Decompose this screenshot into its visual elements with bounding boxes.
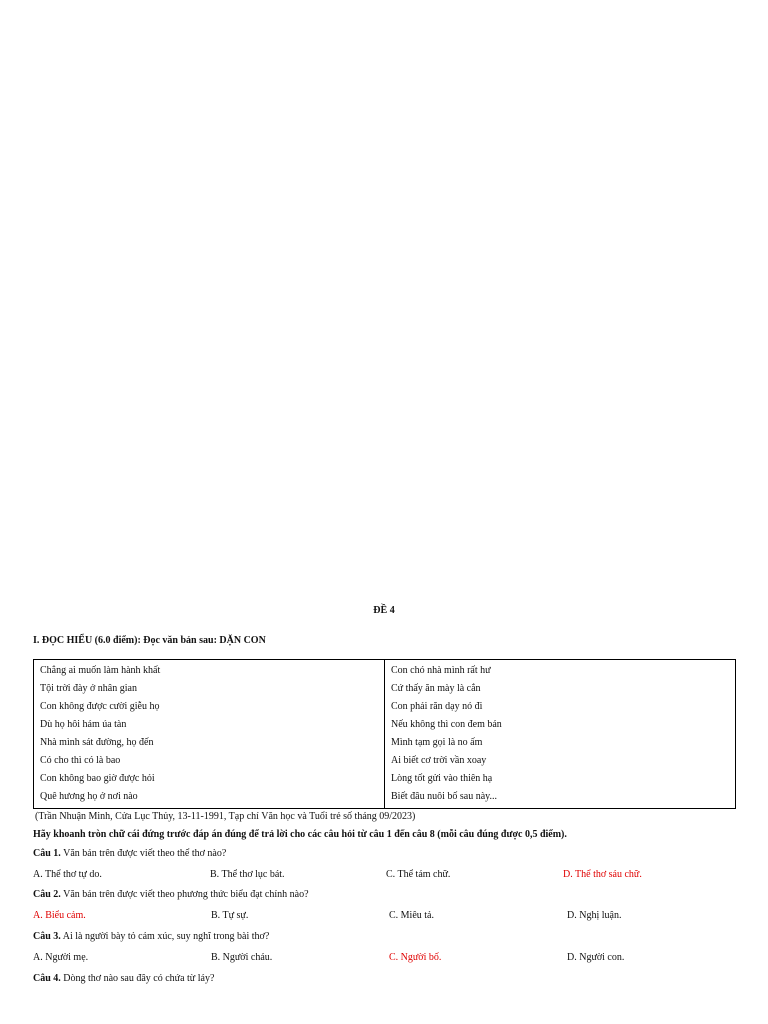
q1-option-a[interactable]: A. Thể thơ tự do. [33, 869, 102, 880]
poem-line: Con không được cười giễu họ [40, 701, 160, 712]
question-text: Văn bản trên được viết theo phương thức biểu đạt chính nào? [63, 889, 309, 900]
poem-line: Ai biết cơ trời vần xoay [391, 755, 487, 766]
poem-line: Tội trời đày ở nhân gian [40, 683, 137, 694]
question-text: Văn bản trên được viết theo thể thơ nào? [63, 848, 227, 859]
q2-option-b[interactable]: B. Tự sự. [211, 910, 249, 921]
poem-line: Con phải răn dạy nó đi [391, 701, 483, 712]
question-label: Câu 1. [33, 848, 61, 859]
question-2 [33, 889, 309, 900]
section-heading: I. ĐỌC HIỂU (6.0 điểm): Đọc văn bản sau: DẶN CON [33, 635, 266, 646]
poem-line: Cứ thấy ăn mày là cắn [391, 683, 481, 694]
q2-option-d[interactable]: D. Nghị luận. [567, 910, 622, 921]
question-label: Câu 2. [33, 889, 61, 900]
q3-option-b[interactable]: B. Người cháu. [211, 952, 273, 963]
q2-option-c[interactable]: C. Miêu tả. [389, 910, 434, 921]
poem-table [33, 659, 736, 809]
instructions: Hãy khoanh tròn chữ cái đứng trước đáp án đúng để trả lời cho các câu hỏi từ câu 1 đến câu 8 (mỗi câu đúng được 0,5 điểm). [33, 829, 567, 840]
q3-option-c-answer[interactable]: C. Người bố. [389, 952, 442, 963]
page-title: ĐỀ 4 [373, 605, 395, 616]
poem-line: Có cho thì có là bao [40, 755, 121, 766]
poem-left-column [34, 660, 385, 809]
question-label: Câu 4. [33, 973, 61, 984]
q1-option-b[interactable]: B. Thể thơ lục bát. [210, 869, 285, 880]
q1-option-c[interactable]: C. Thể tám chữ. [386, 869, 451, 880]
poem-line: Chẳng ai muốn làm hành khất [40, 665, 161, 676]
poem-right-column [385, 660, 736, 809]
question-text: Dòng thơ nào sau đây có chứa từ láy? [63, 973, 215, 984]
q1-option-d-answer[interactable]: D. Thể thơ sáu chữ. [563, 869, 642, 880]
question-label: Câu 3. [33, 931, 61, 942]
poem-line: Con chó nhà mình rất hư [391, 665, 491, 676]
poem-line: Quê hương họ ở nơi nào [40, 791, 138, 802]
question-3 [33, 931, 269, 942]
poem-line: Mình tạm gọi là no ấm [391, 737, 483, 748]
poem-line: Biết đâu nuôi bố sau này... [391, 791, 498, 802]
question-4 [33, 973, 214, 984]
poem-line: Con không bao giờ được hỏi [40, 773, 155, 784]
poem-line: Nhà mình sát đường, họ đến [40, 737, 154, 748]
poem-source: (Trần Nhuận Minh, Cửa Lục Thủy, 13-11-1991, Tạp chí Văn học và Tuổi trẻ số tháng 09/2023) [35, 811, 416, 822]
poem-line: Nếu không thì con đem bán [391, 719, 502, 730]
q3-option-d[interactable]: D. Người con. [567, 952, 625, 963]
poem-line: Lòng tốt gửi vào thiên hạ [391, 773, 493, 784]
poem-line: Dù họ hôi hám úa tàn [40, 719, 127, 730]
q2-option-a-answer[interactable]: A. Biểu cảm. [33, 910, 86, 921]
question-text: Ai là người bày tỏ cảm xúc, suy nghĩ trong bài thơ? [62, 931, 270, 942]
question-1 [33, 848, 226, 859]
q3-option-a[interactable]: A. Người mẹ. [33, 952, 89, 963]
